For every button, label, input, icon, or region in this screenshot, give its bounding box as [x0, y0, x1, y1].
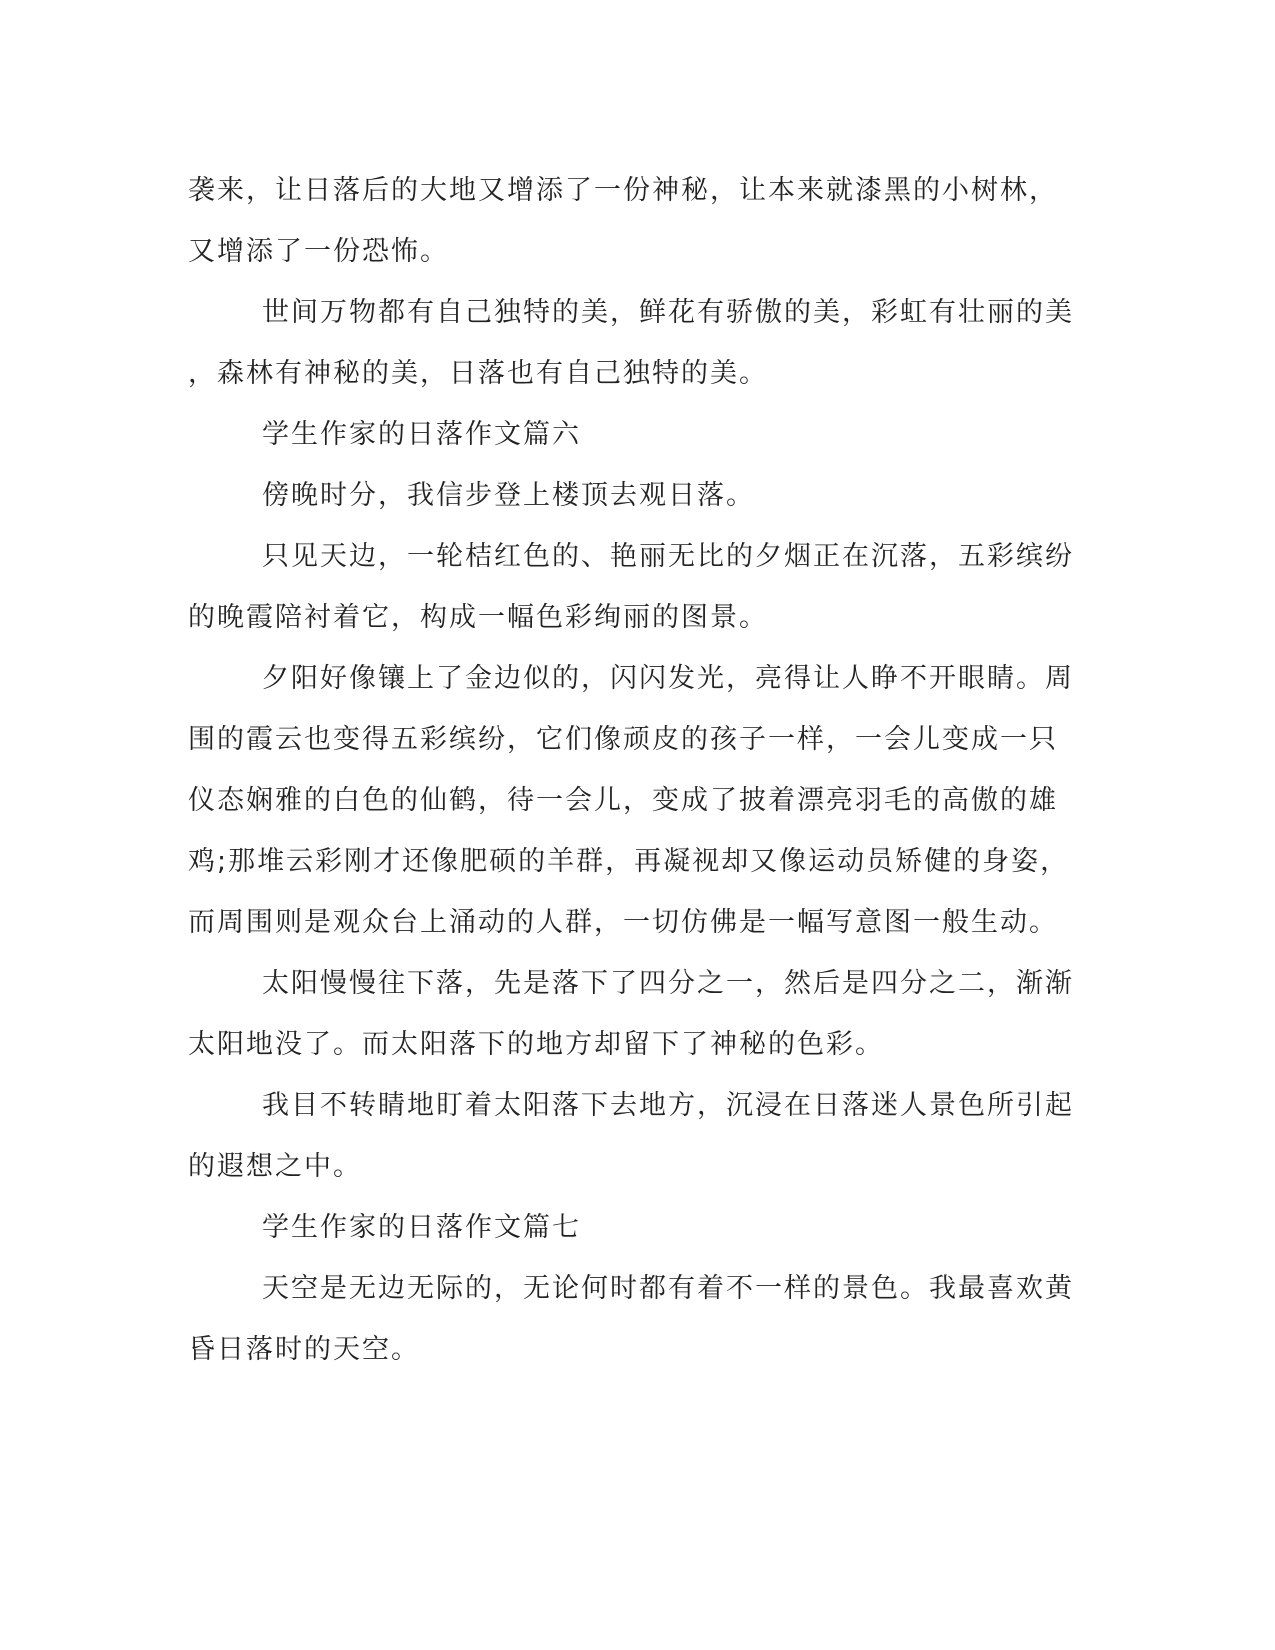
text-line: 世间万物都有自己独特的美，鲜花有骄傲的美，彩虹有壮丽的美 [262, 297, 1074, 328]
text-line: 太阳慢慢往下落，先是落下了四分之一，然后是四分之二，渐渐 [262, 968, 1074, 999]
text-line: 鸡;那堆云彩刚才还像肥硕的羊群，再凝视却又像运动员矫健的身姿， [188, 846, 1070, 877]
text-line: 太阳地没了。而太阳落下的地方却留下了神秘的色彩。 [188, 1029, 884, 1060]
text-line: 仪态娴雅的白色的仙鹤，待一会儿，变成了披着漂亮羽毛的高傲的雄 [188, 785, 1058, 816]
text-line: 天空是无边无际的，无论何时都有着不一样的景色。我最喜欢黄 [262, 1273, 1074, 1304]
text-line: 而周围则是观众台上涌动的人群，一切仿佛是一幅写意图一般生动。 [188, 907, 1058, 938]
text-line: 袭来，让日落后的大地又增添了一份神秘，让本来就漆黑的小树林， [188, 175, 1058, 206]
text-line: 我目不转睛地盯着太阳落下去地方，沉浸在日落迷人景色所引起 [262, 1090, 1074, 1121]
text-line: 傍晚时分，我信步登上楼顶去观日落。 [262, 480, 755, 511]
text-line: 围的霞云也变得五彩缤纷，它们像顽皮的孩子一样，一会儿变成一只 [188, 724, 1058, 755]
text-line: 的晚霞陪衬着它，构成一幅色彩绚丽的图景。 [188, 602, 768, 633]
document-body [188, 160, 1088, 1380]
text-line: 学生作家的日落作文篇七 [262, 1212, 581, 1243]
text-line: 只见天边，一轮桔红色的、艳丽无比的夕烟正在沉落，五彩缤纷 [262, 541, 1074, 572]
text-line: 昏日落时的天空。 [188, 1334, 420, 1365]
text-line: 夕阳好像镶上了金边似的，闪闪发光，亮得让人睁不开眼睛。周 [262, 663, 1074, 694]
text-line: ，森林有神秘的美，日落也有自己独特的美。 [188, 358, 768, 389]
text-line: 学生作家的日落作文篇六 [262, 419, 581, 450]
text-line: 又增添了一份恐怖。 [188, 236, 449, 267]
text-line: 的遐想之中。 [188, 1151, 362, 1182]
